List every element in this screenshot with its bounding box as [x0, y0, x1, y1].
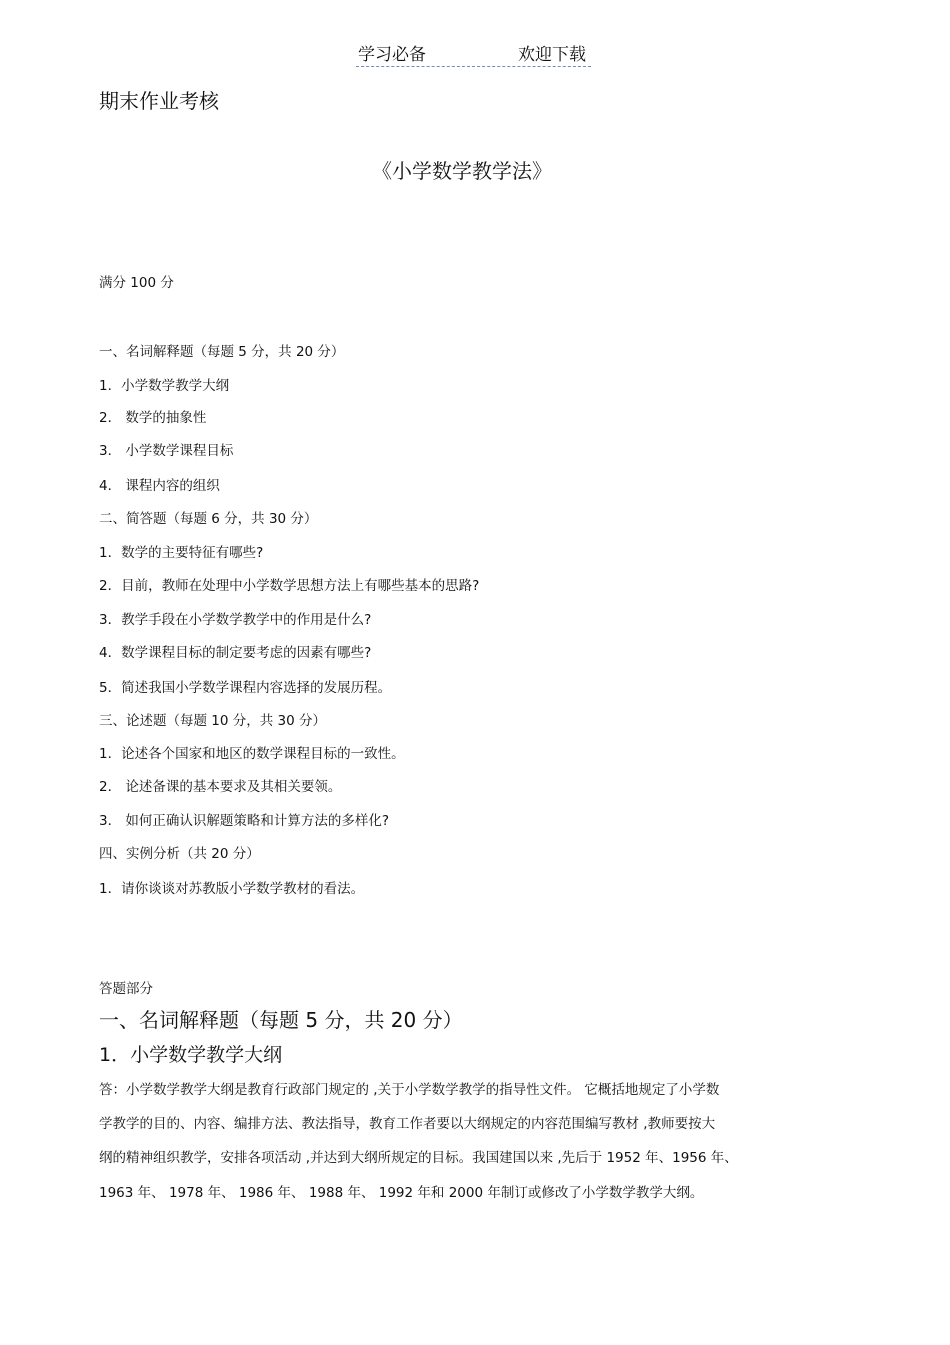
answer-part-label: 答题部分: [99, 981, 153, 997]
question-item: 1．数学的主要特征有哪些?: [99, 545, 264, 561]
question-item: 3．教学手段在小学数学教学中的作用是什么?: [99, 612, 372, 628]
answer-item-heading: 1．小学数学教学大纲: [99, 1044, 283, 1066]
page-header: [356, 40, 591, 67]
question-item: 2． 论述备课的基本要求及其相关要领。: [99, 779, 342, 795]
course-title: 《小学数学教学法》: [372, 159, 552, 183]
answer-line: 学教学的目的、内容、编排方法、教法指导，教育工作者要以大纲规定的内容范围编写教材 ,教师要按大: [99, 1116, 716, 1132]
question-item: 3． 小学数学课程目标: [99, 443, 234, 459]
question-item: 3． 如何正确认识解题策略和计算方法的多样化?: [99, 813, 390, 829]
header-left-text: 学习必备: [358, 45, 426, 65]
question-item: 4．数学课程目标的制定要考虑的因素有哪些?: [99, 645, 372, 661]
section-heading: 二、简答题（每题 6 分，共 30 分）: [99, 511, 318, 527]
question-item: 2． 数学的抽象性: [99, 410, 207, 426]
section-heading: 四、实例分析（共 20 分）: [99, 846, 260, 862]
question-item: 1．请你谈谈对苏教版小学数学教材的看法。: [99, 881, 365, 897]
answer-line: 纲的精神组织教学，安排各项活动 ,并达到大纲所规定的目标。我国建国以来 ,先后于 1952 年、1956 年、: [99, 1150, 738, 1166]
question-item: 1．小学数学教学大纲: [99, 378, 230, 394]
section-heading: 三、论述题（每题 10 分，共 30 分）: [99, 713, 327, 729]
section-heading: 一、名词解释题（每题 5 分，共 20 分）: [99, 344, 345, 360]
answer-line: 答：小学数学教学大纲是教育行政部门规定的 ,关于小学数学教学的指导性文件。 它概括地规定了小学数: [99, 1082, 720, 1098]
question-item: 4． 课程内容的组织: [99, 478, 220, 494]
answer-line: 1963 年、 1978 年、 1986 年、 1988 年、 1992 年和 2000 年制订或修改了小学数学教学大纲。: [99, 1185, 704, 1201]
answer-section-heading: 一、名词解释题（每题 5 分，共 20 分）: [99, 1008, 463, 1032]
full-score: 满分 100 分: [99, 275, 174, 291]
exam-label: 期末作业考核: [99, 89, 219, 113]
header-right-text: 欢迎下载: [518, 45, 586, 65]
question-item: 2．目前，教师在处理中小学数学思想方法上有哪些基本的思路?: [99, 578, 480, 594]
question-item: 5．简述我国小学数学课程内容选择的发展历程。: [99, 680, 392, 696]
question-item: 1．论述各个国家和地区的数学课程目标的一致性。: [99, 746, 405, 762]
